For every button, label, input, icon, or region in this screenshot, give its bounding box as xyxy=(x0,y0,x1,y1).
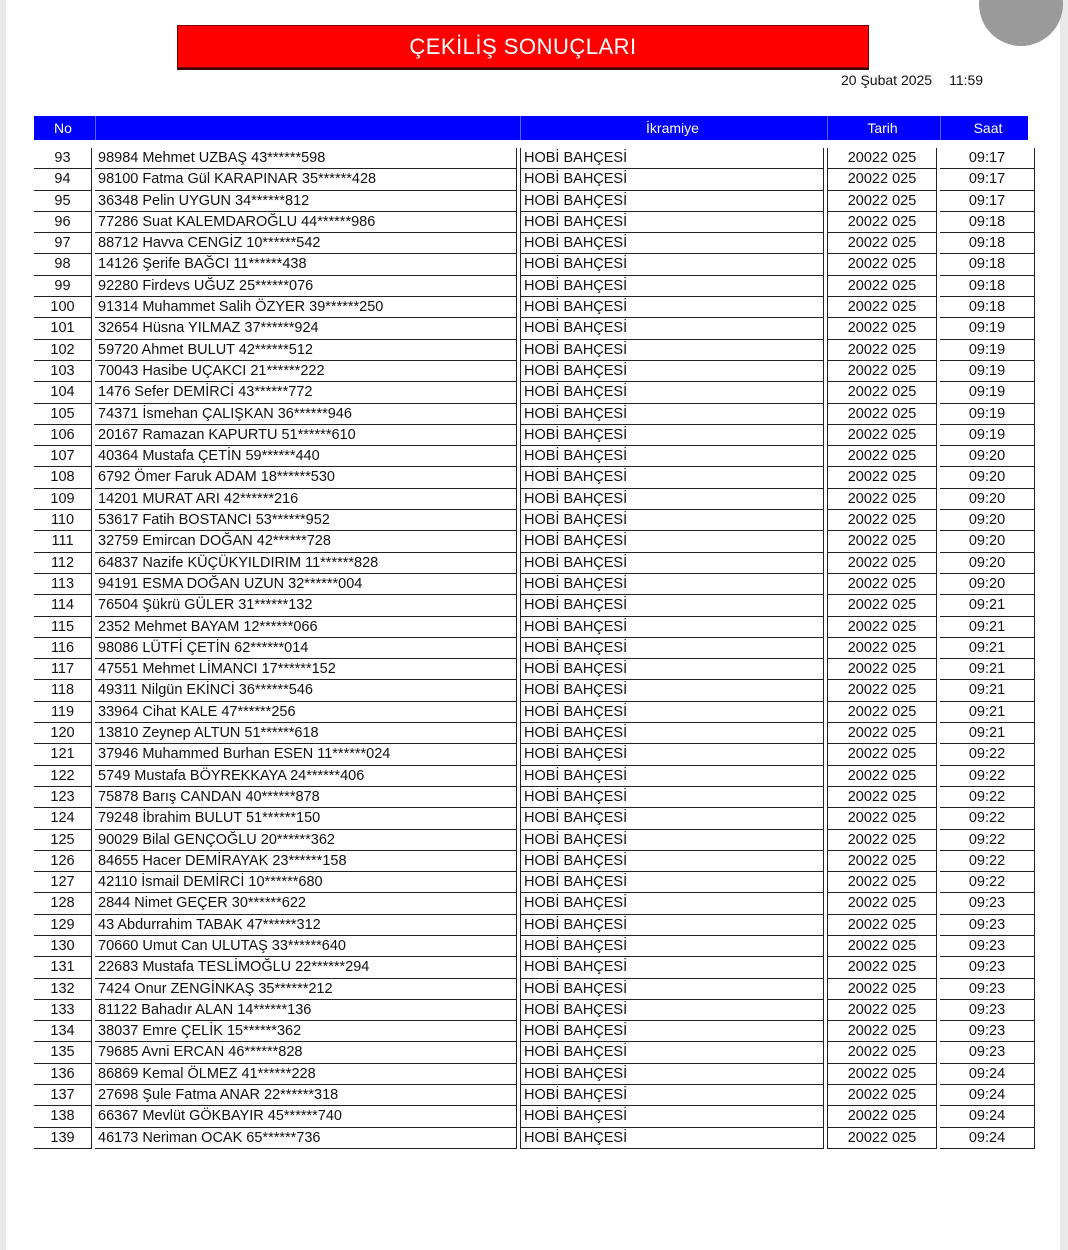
row-winner: 59720 Ahmet BULUT 42******512 xyxy=(95,340,517,361)
row-time: 09:19 xyxy=(940,318,1035,339)
row-winner: 94191 ESMA DOĞAN UZUN 32******004 xyxy=(95,574,517,595)
row-date: 20022 025 xyxy=(827,936,937,957)
row-winner: 14126 Şerife BAĞCI 11******438 xyxy=(95,254,517,275)
row-winner: 14201 MURAT ARI 42******216 xyxy=(95,489,517,510)
row-date: 20022 025 xyxy=(827,467,937,488)
print-time: 11:59 xyxy=(949,72,984,88)
row-time: 09:20 xyxy=(940,446,1035,467)
row-date: 20022 025 xyxy=(827,233,937,254)
row-prize: HOBİ BAHÇESİ xyxy=(520,979,824,1000)
row-time: 09:20 xyxy=(940,467,1035,488)
row-time: 09:22 xyxy=(940,830,1035,851)
row-no: 95 xyxy=(34,191,92,212)
row-date: 20022 025 xyxy=(827,872,937,893)
page-title: ÇEKİLİŞ SONUÇLARI xyxy=(409,33,637,59)
row-winner: 40364 Mustafa ÇETİN 59******440 xyxy=(95,446,517,467)
row-prize: HOBİ BAHÇESİ xyxy=(520,382,824,403)
table-row xyxy=(34,1128,1028,1149)
row-no: 97 xyxy=(34,233,92,254)
row-prize: HOBİ BAHÇESİ xyxy=(520,361,824,382)
row-no: 137 xyxy=(34,1085,92,1106)
table-row xyxy=(34,382,1028,403)
row-date: 20022 025 xyxy=(827,404,937,425)
row-date: 20022 025 xyxy=(827,787,937,808)
row-winner: 90029 Bilal GENÇOĞLU 20******362 xyxy=(95,830,517,851)
row-time: 09:21 xyxy=(940,659,1035,680)
row-no: 110 xyxy=(34,510,92,531)
row-winner: 86869 Kemal ÖLMEZ 41******228 xyxy=(95,1064,517,1085)
row-no: 114 xyxy=(34,595,92,616)
row-winner: 36348 Pelin UYGUN 34******812 xyxy=(95,191,517,212)
row-time: 09:22 xyxy=(940,808,1035,829)
row-no: 109 xyxy=(34,489,92,510)
row-date: 20022 025 xyxy=(827,957,937,978)
row-winner: 98086 LÜTFİ ÇETİN 62******014 xyxy=(95,638,517,659)
row-date: 20022 025 xyxy=(827,617,937,638)
row-winner: 43 Abdurrahim TABAK 47******312 xyxy=(95,915,517,936)
row-date: 20022 025 xyxy=(827,893,937,914)
row-date: 20022 025 xyxy=(827,1128,937,1149)
row-time: 09:24 xyxy=(940,1106,1035,1127)
row-date: 20022 025 xyxy=(827,318,937,339)
row-prize: HOBİ BAHÇESİ xyxy=(520,744,824,765)
row-winner: 33964 Cihat KALE 47******256 xyxy=(95,702,517,723)
row-no: 119 xyxy=(34,702,92,723)
row-prize: HOBİ BAHÇESİ xyxy=(520,574,824,595)
row-time: 09:23 xyxy=(940,936,1035,957)
table-row xyxy=(34,680,1028,701)
table-row xyxy=(34,744,1028,765)
header-time: Saat xyxy=(940,116,1035,140)
row-time: 09:19 xyxy=(940,361,1035,382)
row-date: 20022 025 xyxy=(827,680,937,701)
row-date: 20022 025 xyxy=(827,446,937,467)
row-no: 121 xyxy=(34,744,92,765)
row-date: 20022 025 xyxy=(827,808,937,829)
row-date: 20022 025 xyxy=(827,148,937,169)
row-time: 09:24 xyxy=(940,1128,1035,1149)
row-prize: HOBİ BAHÇESİ xyxy=(520,893,824,914)
table-row xyxy=(34,318,1028,339)
table-row xyxy=(34,617,1028,638)
table-row xyxy=(34,1000,1028,1021)
row-no: 125 xyxy=(34,830,92,851)
row-prize: HOBİ BAHÇESİ xyxy=(520,276,824,297)
row-date: 20022 025 xyxy=(827,744,937,765)
table-row xyxy=(34,446,1028,467)
row-prize: HOBİ BAHÇESİ xyxy=(520,1000,824,1021)
row-date: 20022 025 xyxy=(827,382,937,403)
row-time: 09:23 xyxy=(940,893,1035,914)
row-winner: 79685 Avni ERCAN 46******828 xyxy=(95,1042,517,1063)
table-row xyxy=(34,191,1028,212)
print-datetime xyxy=(841,72,983,88)
row-time: 09:23 xyxy=(940,1021,1035,1042)
row-winner: 5749 Mustafa BÖYREKKAYA 24******406 xyxy=(95,766,517,787)
row-winner: 6792 Ömer Faruk ADAM 18******530 xyxy=(95,467,517,488)
print-date: 20 Şubat 2025 xyxy=(841,72,933,88)
row-no: 124 xyxy=(34,808,92,829)
row-no: 133 xyxy=(34,1000,92,1021)
row-winner: 64837 Nazife KÜÇÜKYILDIRIM 11******828 xyxy=(95,553,517,574)
row-winner: 20167 Ramazan KAPURTU 51******610 xyxy=(95,425,517,446)
row-winner: 47551 Mehmet LİMANCI 17******152 xyxy=(95,659,517,680)
row-winner: 2844 Nimet GEÇER 30******622 xyxy=(95,893,517,914)
row-prize: HOBİ BAHÇESİ xyxy=(520,638,824,659)
row-time: 09:20 xyxy=(940,531,1035,552)
row-time: 09:20 xyxy=(940,510,1035,531)
row-prize: HOBİ BAHÇESİ xyxy=(520,553,824,574)
row-winner: 98984 Mehmet UZBAŞ 43******598 xyxy=(95,148,517,169)
row-prize: HOBİ BAHÇESİ xyxy=(520,1106,824,1127)
row-no: 132 xyxy=(34,979,92,1000)
row-no: 135 xyxy=(34,1042,92,1063)
table-row xyxy=(34,467,1028,488)
row-winner: 27698 Şule Fatma ANAR 22******318 xyxy=(95,1085,517,1106)
row-winner: 84655 Hacer DEMİRAYAK 23******158 xyxy=(95,851,517,872)
row-date: 20022 025 xyxy=(827,276,937,297)
row-date: 20022 025 xyxy=(827,553,937,574)
table-row xyxy=(34,489,1028,510)
row-no: 108 xyxy=(34,467,92,488)
row-date: 20022 025 xyxy=(827,425,937,446)
table-row xyxy=(34,830,1028,851)
row-winner: 79248 İbrahim BULUT 51******150 xyxy=(95,808,517,829)
row-date: 20022 025 xyxy=(827,531,937,552)
row-prize: HOBİ BAHÇESİ xyxy=(520,1021,824,1042)
row-prize: HOBİ BAHÇESİ xyxy=(520,404,824,425)
row-time: 09:21 xyxy=(940,595,1035,616)
results-table xyxy=(34,116,1028,1149)
row-winner: 70043 Hasibe UÇAKCI 21******222 xyxy=(95,361,517,382)
row-time: 09:22 xyxy=(940,851,1035,872)
table-row xyxy=(34,872,1028,893)
row-no: 102 xyxy=(34,340,92,361)
row-date: 20022 025 xyxy=(827,1042,937,1063)
row-prize: HOBİ BAHÇESİ xyxy=(520,957,824,978)
row-prize: HOBİ BAHÇESİ xyxy=(520,702,824,723)
row-no: 115 xyxy=(34,617,92,638)
table-row xyxy=(34,1021,1028,1042)
row-prize: HOBİ BAHÇESİ xyxy=(520,510,824,531)
table-row xyxy=(34,531,1028,552)
row-date: 20022 025 xyxy=(827,723,937,744)
row-prize: HOBİ BAHÇESİ xyxy=(520,318,824,339)
row-time: 09:23 xyxy=(940,957,1035,978)
row-date: 20022 025 xyxy=(827,915,937,936)
table-row xyxy=(34,915,1028,936)
row-time: 09:21 xyxy=(940,723,1035,744)
row-time: 09:18 xyxy=(940,254,1035,275)
row-time: 09:24 xyxy=(940,1085,1035,1106)
row-no: 120 xyxy=(34,723,92,744)
row-winner: 13810 Zeynep ALTUN 51******618 xyxy=(95,723,517,744)
row-prize: HOBİ BAHÇESİ xyxy=(520,233,824,254)
row-winner: 81122 Bahadır ALAN 14******136 xyxy=(95,1000,517,1021)
title-banner xyxy=(177,25,869,68)
row-prize: HOBİ BAHÇESİ xyxy=(520,425,824,446)
row-date: 20022 025 xyxy=(827,191,937,212)
table-row xyxy=(34,169,1028,190)
header-no: No xyxy=(54,120,72,136)
row-winner: 88712 Havva CENGİZ 10******542 xyxy=(95,233,517,254)
row-date: 20022 025 xyxy=(827,1064,937,1085)
table-row xyxy=(34,638,1028,659)
row-winner: 32759 Emircan DOĞAN 42******728 xyxy=(95,531,517,552)
row-date: 20022 025 xyxy=(827,297,937,318)
row-prize: HOBİ BAHÇESİ xyxy=(520,489,824,510)
table-row xyxy=(34,212,1028,233)
row-no: 105 xyxy=(34,404,92,425)
row-no: 111 xyxy=(34,531,92,552)
row-time: 09:23 xyxy=(940,915,1035,936)
row-prize: HOBİ BAHÇESİ xyxy=(520,446,824,467)
row-date: 20022 025 xyxy=(827,659,937,680)
row-time: 09:18 xyxy=(940,212,1035,233)
row-no: 101 xyxy=(34,318,92,339)
table-row xyxy=(34,254,1028,275)
row-time: 09:22 xyxy=(940,766,1035,787)
header-prize: İkramiye xyxy=(520,116,824,140)
row-no: 98 xyxy=(34,254,92,275)
table-row xyxy=(34,936,1028,957)
row-winner: 49311 Nilgün EKİNCİ 36******546 xyxy=(95,680,517,701)
row-winner: 53617 Fatih BOSTANCI 53******952 xyxy=(95,510,517,531)
table-row xyxy=(34,979,1028,1000)
row-prize: HOBİ BAHÇESİ xyxy=(520,723,824,744)
row-winner: 98100 Fatma Gül KARAPINAR 35******428 xyxy=(95,169,517,190)
row-time: 09:19 xyxy=(940,340,1035,361)
row-time: 09:20 xyxy=(940,574,1035,595)
row-winner: 77286 Suat KALEMDAROĞLU 44******986 xyxy=(95,212,517,233)
row-time: 09:22 xyxy=(940,787,1035,808)
row-time: 09:18 xyxy=(940,233,1035,254)
table-row xyxy=(34,148,1028,169)
row-winner: 32654 Hüsna YILMAZ 37******924 xyxy=(95,318,517,339)
row-time: 09:21 xyxy=(940,638,1035,659)
row-prize: HOBİ BAHÇESİ xyxy=(520,254,824,275)
row-time: 09:20 xyxy=(940,489,1035,510)
row-winner: 22683 Mustafa TESLİMOĞLU 22******294 xyxy=(95,957,517,978)
table-row xyxy=(34,787,1028,808)
row-prize: HOBİ BAHÇESİ xyxy=(520,915,824,936)
row-date: 20022 025 xyxy=(827,1021,937,1042)
row-no: 128 xyxy=(34,893,92,914)
row-no: 116 xyxy=(34,638,92,659)
header-date: Tarih xyxy=(827,116,937,140)
row-date: 20022 025 xyxy=(827,340,937,361)
row-prize: HOBİ BAHÇESİ xyxy=(520,595,824,616)
row-prize: HOBİ BAHÇESİ xyxy=(520,830,824,851)
table-row xyxy=(34,1085,1028,1106)
row-no: 129 xyxy=(34,915,92,936)
table-row xyxy=(34,659,1028,680)
table-row xyxy=(34,276,1028,297)
table-body xyxy=(34,148,1028,1149)
row-prize: HOBİ BAHÇESİ xyxy=(520,936,824,957)
row-prize: HOBİ BAHÇESİ xyxy=(520,1128,824,1149)
table-row xyxy=(34,851,1028,872)
header-name xyxy=(95,116,517,140)
row-time: 09:23 xyxy=(940,1000,1035,1021)
row-time: 09:17 xyxy=(940,191,1035,212)
row-winner: 46173 Neriman OCAK 65******736 xyxy=(95,1128,517,1149)
table-row xyxy=(34,404,1028,425)
row-prize: HOBİ BAHÇESİ xyxy=(520,872,824,893)
row-prize: HOBİ BAHÇESİ xyxy=(520,531,824,552)
row-no: 113 xyxy=(34,574,92,595)
row-no: 138 xyxy=(34,1106,92,1127)
row-winner: 76504 Şükrü GÜLER 31******132 xyxy=(95,595,517,616)
row-winner: 91314 Muhammet Salih ÖZYER 39******250 xyxy=(95,297,517,318)
row-no: 93 xyxy=(34,148,92,169)
row-time: 09:21 xyxy=(940,617,1035,638)
row-no: 103 xyxy=(34,361,92,382)
row-prize: HOBİ BAHÇESİ xyxy=(520,148,824,169)
row-winner: 2352 Mehmet BAYAM 12******066 xyxy=(95,617,517,638)
table-row xyxy=(34,1064,1028,1085)
row-time: 09:18 xyxy=(940,276,1035,297)
row-prize: HOBİ BAHÇESİ xyxy=(520,1064,824,1085)
row-time: 09:22 xyxy=(940,872,1035,893)
row-prize: HOBİ BAHÇESİ xyxy=(520,297,824,318)
row-winner: 70660 Umut Can ULUTAŞ 33******640 xyxy=(95,936,517,957)
row-no: 106 xyxy=(34,425,92,446)
row-time: 09:17 xyxy=(940,148,1035,169)
row-prize: HOBİ BAHÇESİ xyxy=(520,617,824,638)
row-time: 09:19 xyxy=(940,425,1035,446)
row-time: 09:19 xyxy=(940,404,1035,425)
row-date: 20022 025 xyxy=(827,1085,937,1106)
row-date: 20022 025 xyxy=(827,638,937,659)
row-date: 20022 025 xyxy=(827,510,937,531)
row-date: 20022 025 xyxy=(827,574,937,595)
row-no: 130 xyxy=(34,936,92,957)
row-prize: HOBİ BAHÇESİ xyxy=(520,467,824,488)
row-date: 20022 025 xyxy=(827,1106,937,1127)
table-row xyxy=(34,510,1028,531)
row-prize: HOBİ BAHÇESİ xyxy=(520,659,824,680)
table-row xyxy=(34,233,1028,254)
row-date: 20022 025 xyxy=(827,830,937,851)
row-prize: HOBİ BAHÇESİ xyxy=(520,787,824,808)
row-winner: 37946 Muhammed Burhan ESEN 11******024 xyxy=(95,744,517,765)
row-time: 09:23 xyxy=(940,1042,1035,1063)
row-time: 09:19 xyxy=(940,382,1035,403)
row-prize: HOBİ BAHÇESİ xyxy=(520,851,824,872)
table-header xyxy=(34,116,1028,140)
row-time: 09:24 xyxy=(940,1064,1035,1085)
table-row xyxy=(34,595,1028,616)
row-prize: HOBİ BAHÇESİ xyxy=(520,1042,824,1063)
row-no: 136 xyxy=(34,1064,92,1085)
table-row xyxy=(34,766,1028,787)
row-date: 20022 025 xyxy=(827,489,937,510)
row-no: 107 xyxy=(34,446,92,467)
row-no: 123 xyxy=(34,787,92,808)
row-winner: 74371 İsmehan ÇALIŞKAN 36******946 xyxy=(95,404,517,425)
row-no: 134 xyxy=(34,1021,92,1042)
row-no: 118 xyxy=(34,680,92,701)
row-prize: HOBİ BAHÇESİ xyxy=(520,808,824,829)
document-page xyxy=(6,0,1060,1250)
row-prize: HOBİ BAHÇESİ xyxy=(520,680,824,701)
table-row xyxy=(34,702,1028,723)
row-time: 09:22 xyxy=(940,744,1035,765)
row-no: 139 xyxy=(34,1128,92,1149)
row-prize: HOBİ BAHÇESİ xyxy=(520,169,824,190)
row-date: 20022 025 xyxy=(827,254,937,275)
row-date: 20022 025 xyxy=(827,851,937,872)
table-row xyxy=(34,808,1028,829)
row-date: 20022 025 xyxy=(827,702,937,723)
row-date: 20022 025 xyxy=(827,361,937,382)
row-date: 20022 025 xyxy=(827,595,937,616)
table-row xyxy=(34,425,1028,446)
row-no: 122 xyxy=(34,766,92,787)
row-date: 20022 025 xyxy=(827,979,937,1000)
row-winner: 75878 Barış CANDAN 40******878 xyxy=(95,787,517,808)
row-winner: 1476 Sefer DEMİRCİ 43******772 xyxy=(95,382,517,403)
row-winner: 38037 Emre ÇELİK 15******362 xyxy=(95,1021,517,1042)
row-date: 20022 025 xyxy=(827,766,937,787)
row-no: 99 xyxy=(34,276,92,297)
row-winner: 92280 Firdevs UĞUZ 25******076 xyxy=(95,276,517,297)
row-no: 96 xyxy=(34,212,92,233)
row-time: 09:18 xyxy=(940,297,1035,318)
table-row xyxy=(34,957,1028,978)
overlay-circle[interactable] xyxy=(979,0,1063,46)
row-winner: 66367 Mevlüt GÖKBAYIR 45******740 xyxy=(95,1106,517,1127)
table-row xyxy=(34,574,1028,595)
table-row xyxy=(34,297,1028,318)
row-no: 94 xyxy=(34,169,92,190)
row-prize: HOBİ BAHÇESİ xyxy=(520,340,824,361)
table-row xyxy=(34,553,1028,574)
row-prize: HOBİ BAHÇESİ xyxy=(520,191,824,212)
row-prize: HOBİ BAHÇESİ xyxy=(520,212,824,233)
row-no: 117 xyxy=(34,659,92,680)
row-date: 20022 025 xyxy=(827,1000,937,1021)
row-time: 09:17 xyxy=(940,169,1035,190)
table-row xyxy=(34,723,1028,744)
row-date: 20022 025 xyxy=(827,212,937,233)
row-no: 112 xyxy=(34,553,92,574)
row-time: 09:21 xyxy=(940,680,1035,701)
row-winner: 42110 İsmail DEMİRCİ 10******680 xyxy=(95,872,517,893)
row-time: 09:21 xyxy=(940,702,1035,723)
row-no: 104 xyxy=(34,382,92,403)
row-no: 127 xyxy=(34,872,92,893)
row-prize: HOBİ BAHÇESİ xyxy=(520,1085,824,1106)
row-time: 09:20 xyxy=(940,553,1035,574)
row-time: 09:23 xyxy=(940,979,1035,1000)
table-row xyxy=(34,361,1028,382)
row-no: 131 xyxy=(34,957,92,978)
row-no: 126 xyxy=(34,851,92,872)
table-row xyxy=(34,893,1028,914)
row-date: 20022 025 xyxy=(827,169,937,190)
table-row xyxy=(34,1106,1028,1127)
row-no: 100 xyxy=(34,297,92,318)
table-row xyxy=(34,340,1028,361)
row-prize: HOBİ BAHÇESİ xyxy=(520,766,824,787)
table-row xyxy=(34,1042,1028,1063)
row-winner: 7424 Onur ZENGİNKAŞ 35******212 xyxy=(95,979,517,1000)
